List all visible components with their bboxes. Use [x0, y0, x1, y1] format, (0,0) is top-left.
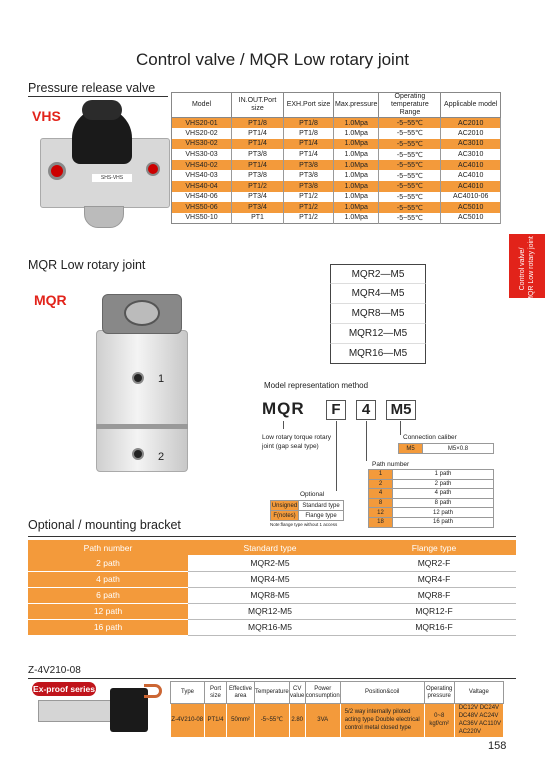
table-cell: PT3/8 [232, 170, 284, 181]
rep-prefix-line [283, 421, 284, 429]
z4v-col-header: Power consumption [305, 682, 340, 704]
z4v-col-header: Temperature [255, 682, 290, 704]
path-desc: 4 path [393, 489, 494, 499]
path-code: 8 [369, 498, 393, 508]
table-cell: PT1/2 [284, 213, 334, 224]
table-cell: 50mm² [227, 704, 255, 737]
path-number-label: Path number [372, 461, 410, 468]
table-cell: PT1/4 [205, 704, 227, 737]
table-cell: AC2010 [441, 118, 501, 129]
z4v-col-header: CV value [289, 682, 305, 704]
table-cell: 1.0Mpa [334, 139, 379, 150]
conn-caliber-label: Connection caliber [403, 434, 457, 441]
table-row [369, 498, 494, 508]
table-cell: PT1/2 [232, 181, 284, 192]
path-code: 1 [369, 470, 393, 480]
table-cell: VHS30-02 [172, 139, 232, 150]
vhs-col-model: Model [172, 93, 232, 118]
rep-conn-box: M5 [386, 400, 416, 420]
rep-option-line [336, 421, 337, 491]
table-cell: MQR16-F [352, 619, 516, 635]
bracket-col-path: Path number [28, 540, 188, 555]
table-cell: VHS40-03 [172, 170, 232, 181]
table-cell: PT3/4 [232, 192, 284, 203]
optional-label: Optional [300, 491, 325, 498]
valve-product-tag: SHS-VHS [92, 174, 132, 182]
table-row [172, 118, 501, 129]
table-cell: MQR16-M5 [188, 619, 352, 635]
table-row [28, 571, 516, 587]
table-cell: -5~55℃ [379, 160, 441, 171]
solenoid-valve-body-image [38, 700, 118, 722]
table-cell: 0~8 kgf/cm² [424, 704, 454, 737]
table-row [28, 555, 516, 571]
table-cell: 1.0Mpa [334, 192, 379, 203]
path-desc: 16 path [393, 517, 494, 527]
path-code: 4 [369, 489, 393, 499]
table-cell: MQR8-F [352, 587, 516, 603]
table-cell: 1.0Mpa [334, 202, 379, 213]
path-code: 12 [369, 508, 393, 518]
table-row [172, 149, 501, 160]
table-cell: -5~55℃ [379, 139, 441, 150]
table-cell: 1.0Mpa [334, 128, 379, 139]
table-cell: -5~55℃ [379, 213, 441, 224]
model-list-item: MQR12—M5 [330, 324, 426, 344]
table-cell: MQR2-M5 [188, 555, 352, 571]
table-cell: -5~55℃ [379, 192, 441, 203]
side-tab-line-1: Control valve/ [519, 247, 526, 291]
vhs-col-exh: EXH.Port size [284, 93, 334, 118]
side-tab-line-2: MQR Low rotary joint [528, 236, 535, 302]
z4v-col-header: Type [171, 682, 205, 704]
page-number: 158 [488, 740, 507, 752]
table-cell: -5~55℃ [379, 149, 441, 160]
table-row [172, 192, 501, 203]
table-cell: PT1/4 [232, 139, 284, 150]
table-cell: VHS20-02 [172, 128, 232, 139]
table-cell: PT3/8 [232, 149, 284, 160]
path-desc: 8 path [393, 498, 494, 508]
table-cell: PT1/4 [232, 160, 284, 171]
option-desc: Flange type [299, 511, 344, 521]
vhs-col-inout: IN.OUT.Port size [232, 93, 284, 118]
option-code: F(notes) [271, 511, 299, 521]
table-cell: MQR4-F [352, 571, 516, 587]
rep-path-line [366, 421, 367, 461]
table-row [172, 139, 501, 150]
table-cell: AC2010 [441, 128, 501, 139]
table-cell: PT3/8 [284, 181, 334, 192]
table-cell: -5~55℃ [379, 128, 441, 139]
table-cell: Z-4V210-08 [171, 704, 205, 737]
table-row [172, 213, 501, 224]
path-code: 2 [369, 479, 393, 489]
z4v-col-header: Position&coil [340, 682, 424, 704]
table-cell: 16 path [28, 619, 188, 635]
table-cell: PT1/2 [284, 192, 334, 203]
rotary-joint-shaft-image [124, 300, 160, 326]
port-1-hole-image [132, 372, 144, 384]
table-cell: 6 path [28, 587, 188, 603]
table-row [369, 479, 494, 489]
model-list-item: MQR2—M5 [330, 264, 426, 284]
table-cell: -5~55℃ [379, 118, 441, 129]
table-row [172, 160, 501, 171]
mqr-heading: MQR Low rotary joint [28, 258, 146, 272]
option-code: Unsigned [271, 502, 298, 509]
bracket-col-flange: Flange type [352, 540, 516, 555]
table-cell: MQR4-M5 [188, 571, 352, 587]
table-cell: -5~55℃ [255, 704, 290, 737]
z4v-col-header: Valtage [454, 682, 503, 704]
rep-prefix: MQR [262, 399, 305, 418]
table-cell: VHS30-03 [172, 149, 232, 160]
table-row [28, 619, 516, 635]
rep-prefix-desc: Low rotary torque rotary joint (gap seal type) [262, 434, 332, 450]
table-row [369, 470, 494, 480]
table-cell: VHS40-02 [172, 160, 232, 171]
table-cell: AC5010 [441, 213, 501, 224]
solenoid-coil-image [110, 688, 148, 732]
table-cell: AC3010 [441, 139, 501, 150]
table-row [172, 202, 501, 213]
table-cell: PT1 [232, 213, 284, 224]
port-2-hole-image [132, 448, 144, 460]
table-cell: PT1/2 [284, 202, 334, 213]
table-cell: 1.0Mpa [334, 181, 379, 192]
table-cell: PT1/8 [284, 128, 334, 139]
table-row [172, 181, 501, 192]
path-desc: 12 path [393, 508, 494, 518]
table-cell: AC4010 [441, 160, 501, 171]
table-row [369, 489, 494, 499]
page-title: Control valve / MQR Low rotary joint [135, 50, 410, 69]
table-cell: 1.0Mpa [334, 118, 379, 129]
rep-option-box: F [326, 400, 346, 420]
path-code: 18 [369, 517, 393, 527]
table-cell: PT3/8 [284, 160, 334, 171]
z4v-col-header: Port size [205, 682, 227, 704]
table-cell: VHS50-10 [172, 213, 232, 224]
rotary-joint-groove-image [96, 424, 188, 429]
table-cell: MQR8-M5 [188, 587, 352, 603]
optional-table [270, 500, 344, 521]
table-cell: PT3/4 [232, 202, 284, 213]
bracket-col-standard: Standard type [188, 540, 352, 555]
valve-port-left-image [48, 162, 66, 180]
table-cell: VHS20-01 [172, 118, 232, 129]
model-list-item: MQR8—M5 [330, 304, 426, 324]
table-cell: PT1/4 [232, 128, 284, 139]
table-cell: 1.0Mpa [334, 160, 379, 171]
vhs-spec-table [171, 92, 501, 224]
model-list-item: MQR4—M5 [330, 284, 426, 304]
rep-path-box: 4 [356, 400, 376, 420]
table-row [172, 170, 501, 181]
vhs-col-applicable: Applicable model [441, 93, 501, 118]
bracket-heading: Optional / mounting bracket [28, 518, 181, 532]
ex-proof-badge: Ex-proof series [33, 684, 95, 694]
valve-knob-top-image [82, 100, 122, 120]
table-cell: AC4010-06 [441, 192, 501, 203]
table-row [28, 587, 516, 603]
table-cell: 1.0Mpa [334, 149, 379, 160]
path-number-table [368, 469, 494, 528]
table-cell: AC4010 [441, 181, 501, 192]
table-cell: PT1/8 [232, 118, 284, 129]
bracket-table [28, 540, 516, 636]
table-cell: 2 path [28, 555, 188, 571]
table-cell: VHS40-06 [172, 192, 232, 203]
z4v-col-header: Effective area [227, 682, 255, 704]
table-cell: -5~55℃ [379, 170, 441, 181]
table-cell: -5~55℃ [379, 181, 441, 192]
mqr-model-list [330, 264, 426, 364]
table-cell: PT1/8 [284, 118, 334, 129]
table-row [28, 603, 516, 619]
table-cell: PT3/8 [284, 170, 334, 181]
rep-conn-line [400, 421, 401, 435]
solenoid-cable-image [144, 684, 162, 698]
table-row [172, 128, 501, 139]
table-cell: 2.80 [289, 704, 305, 737]
table-cell: 5/2 way internally piloted acting type Double electrical control metal closed type [340, 704, 424, 737]
vhs-heading: Pressure release valve [28, 81, 156, 95]
valve-port-right-image [146, 162, 160, 176]
conn-code: M5 [399, 444, 423, 454]
vhs-col-pressure: Max.pressure [334, 93, 379, 118]
table-cell: 1.0Mpa [334, 170, 379, 181]
port-1-label: 1 [158, 373, 165, 385]
mqr-code: MQR [34, 292, 67, 308]
vhs-col-temp: Operating temperature Range [379, 93, 441, 118]
z4v-heading-rule [28, 678, 516, 679]
path-desc: 2 path [393, 479, 494, 489]
vhs-code: VHS [32, 108, 61, 124]
table-cell: AC5010 [441, 202, 501, 213]
table-cell: PT1/4 [284, 149, 334, 160]
conn-caliber-table [398, 443, 494, 454]
table-cell: DC12V DC24V DC48V AC24V AC36V AC110V AC220V [454, 704, 503, 737]
table-cell: MQR12-M5 [188, 603, 352, 619]
table-cell: MQR12-F [352, 603, 516, 619]
path-desc: 1 path [393, 470, 494, 480]
z4v-col-header: Operating pressure [424, 682, 454, 704]
table-cell: PT1/4 [284, 139, 334, 150]
rep-method-title: Model representation method [264, 381, 369, 390]
table-cell: MQR2-F [352, 555, 516, 571]
table-row [369, 508, 494, 518]
table-cell: 1.0Mpa [334, 213, 379, 224]
z4v-heading: Z-4V210-08 [28, 665, 81, 676]
table-cell: VHS50-06 [172, 202, 232, 213]
valve-base-image [84, 206, 124, 228]
table-cell: 12 path [28, 603, 188, 619]
table-cell: 3VA [305, 704, 340, 737]
option-desc: Standard type [299, 501, 344, 511]
model-list-item: MQR16—M5 [330, 344, 426, 364]
table-cell: 4 path [28, 571, 188, 587]
bracket-heading-rule [28, 536, 516, 537]
port-2-label: 2 [158, 451, 165, 463]
table-row [369, 517, 494, 527]
table-cell: AC4010 [441, 170, 501, 181]
option-note: Note:flange type without 1 access [270, 522, 338, 527]
conn-desc: M5×0.8 [423, 444, 494, 454]
section-side-tab[interactable] [509, 234, 545, 302]
table-cell: AC3010 [441, 149, 501, 160]
z4v-spec-table [170, 681, 504, 737]
table-cell: VHS40-04 [172, 181, 232, 192]
table-cell: -5~55℃ [379, 202, 441, 213]
vhs-heading-rule [28, 96, 168, 97]
